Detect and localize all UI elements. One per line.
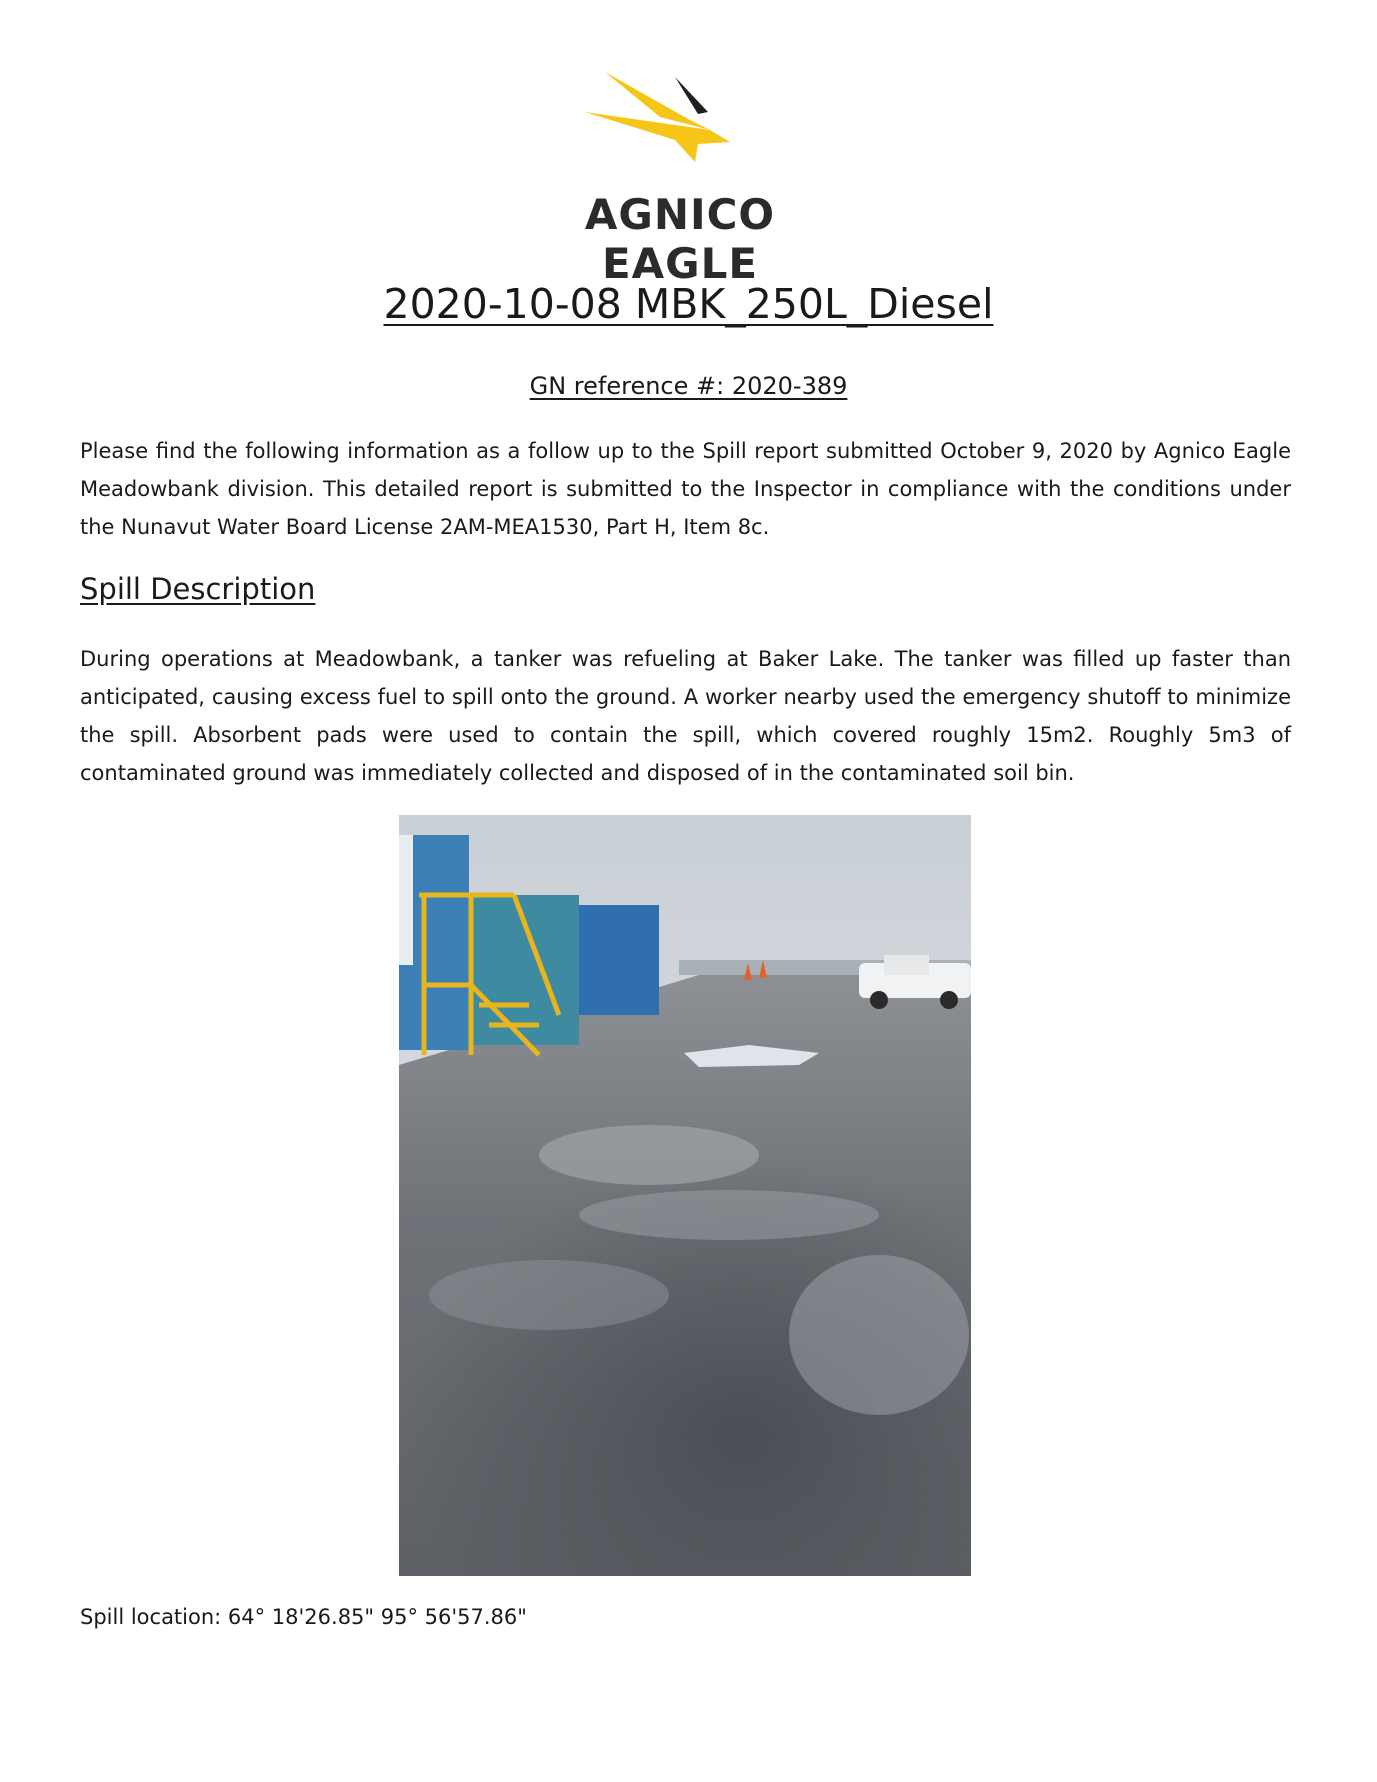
- gn-reference: GN reference #: 2020-389: [529, 372, 848, 400]
- spill-description-paragraph: During operations at Meadowbank, a tanker was refueling at Baker Lake. The tanker was filled up faster than anticipated, causing excess fuel to spill onto the ground. A worker nearby used the emergency shutoff to minimize the spill. Absorbent pads were used to contain the spill, which covered roughly 15m2. Roughly 5m3 of contaminated ground was immediately collected and disposed of in the contaminated soil bin.: [80, 647, 1291, 785]
- spill-location: Spill location: 64° 18'26.85" 95° 56'57.86": [80, 1605, 527, 1629]
- spill-site-photo: [399, 815, 971, 1576]
- report-title: 2020-10-08 MBK_250L_Diesel: [383, 280, 994, 328]
- section-heading-spill-description: Spill Description: [80, 572, 316, 606]
- eagle-logo-icon: [580, 72, 750, 177]
- intro-paragraph: Please find the following information as a follow up to the Spill report submitted October 9, 2020 by Agnico Eagle Meadowbank division. This detailed report is submitted to the Inspector in compliance with the conditions under the Nunavut Water Board License 2AM-MEA1530, Part H, Item 8c.: [80, 439, 1291, 539]
- company-logo: [500, 72, 860, 288]
- logo-wordmark: AGNICO EAGLE: [584, 190, 776, 288]
